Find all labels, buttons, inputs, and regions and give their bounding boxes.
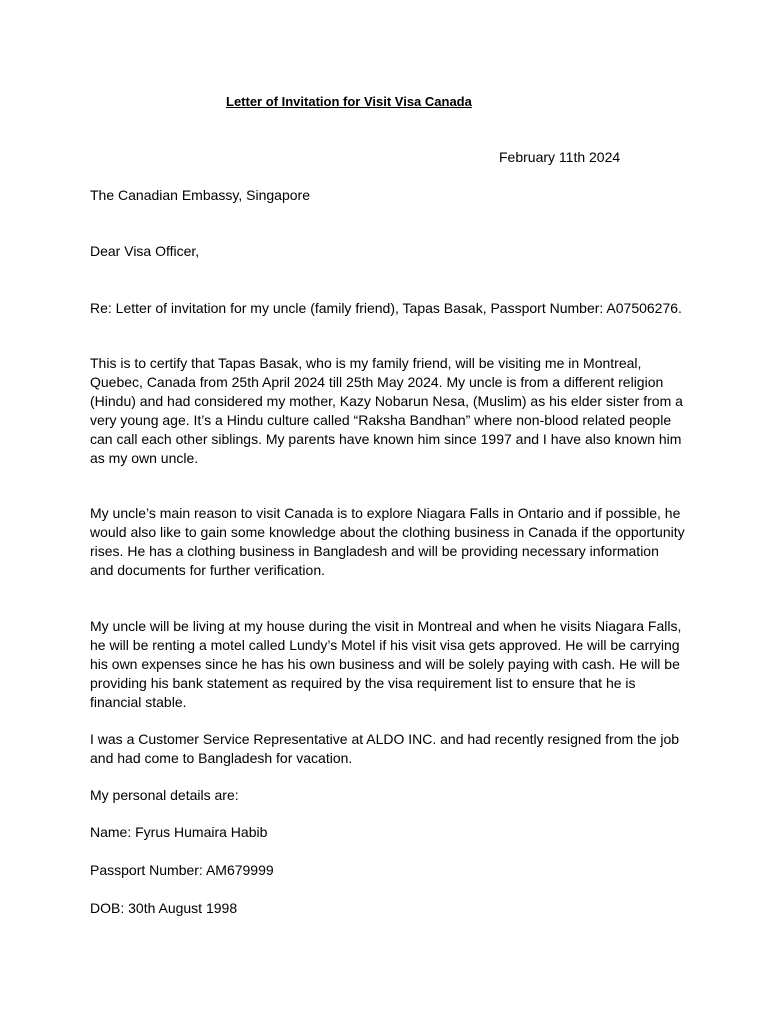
- paragraph-line: This is to certify that Tapas Basak, who is my family friend, will be visiting me in Montreal,: [90, 355, 642, 371]
- paragraph-line: his own expenses since he has his own business and will be solely paying with cash. He will be: [90, 656, 680, 672]
- personal-details-intro: My personal details are:: [90, 787, 239, 803]
- paragraph-accommodation: [90, 617, 690, 712]
- paragraph-line: and had come to Bangladesh for vacation.: [90, 750, 353, 766]
- paragraph-line: financial stable.: [90, 694, 187, 710]
- salutation: Dear Visa Officer,: [90, 243, 200, 259]
- dob-line: DOB: 30th August 1998: [90, 900, 238, 916]
- name-line: Name: Fyrus Humaira Habib: [90, 824, 268, 840]
- paragraph-line: very young age. It’s a Hindu culture called “Raksha Bandhan” where non-blood related people: [90, 412, 672, 428]
- paragraph-line: Quebec, Canada from 25th April 2024 till 25th May 2024. My uncle is from a different religion: [90, 374, 664, 390]
- passport-line: Passport Number: AM679999: [90, 862, 274, 878]
- letter-date: February 11th 2024: [499, 149, 621, 165]
- paragraph-line: My uncle will be living at my house during the visit in Montreal and when he visits Niagara Falls,: [90, 618, 682, 634]
- paragraph-visit-details: [90, 354, 690, 468]
- paragraph-line: as my own uncle.: [90, 450, 199, 466]
- paragraph-line: rises. He has a clothing business in Bangladesh and will be providing necessary information: [90, 543, 659, 559]
- paragraph-line: he will be renting a motel called Lundy’s Motel if his visit visa gets approved. He will be carrying: [90, 637, 680, 653]
- recipient-line: The Canadian Embassy, Singapore: [90, 187, 310, 203]
- paragraph-line: My uncle’s main reason to visit Canada is to explore Niagara Falls in Ontario and if possible, he: [90, 505, 681, 521]
- paragraph-line: (Hindu) and had considered my mother, Kazy Nobarun Nesa, (Muslim) as his elder sister from a: [90, 393, 683, 409]
- paragraph-line: and documents for further verification.: [90, 562, 326, 578]
- paragraph-visit-purpose: [90, 504, 690, 580]
- letter-title: Letter of Invitation for Visit Visa Canada: [226, 94, 472, 109]
- paragraph-employment: [90, 730, 690, 768]
- paragraph-line: providing his bank statement as required by the visa requirement list to ensure that he is: [90, 675, 636, 691]
- paragraph-line: can call each other siblings. My parents have known him since 1997 and I have also known him: [90, 431, 682, 447]
- re-line: Re: Letter of invitation for my uncle (family friend), Tapas Basak, Passport Number: A07506276.: [90, 300, 682, 316]
- paragraph-line: I was a Customer Service Representative at ALDO INC. and had recently resigned from the job: [90, 731, 680, 747]
- paragraph-line: would also like to gain some knowledge about the clothing business in Canada if the opportunity: [90, 524, 685, 540]
